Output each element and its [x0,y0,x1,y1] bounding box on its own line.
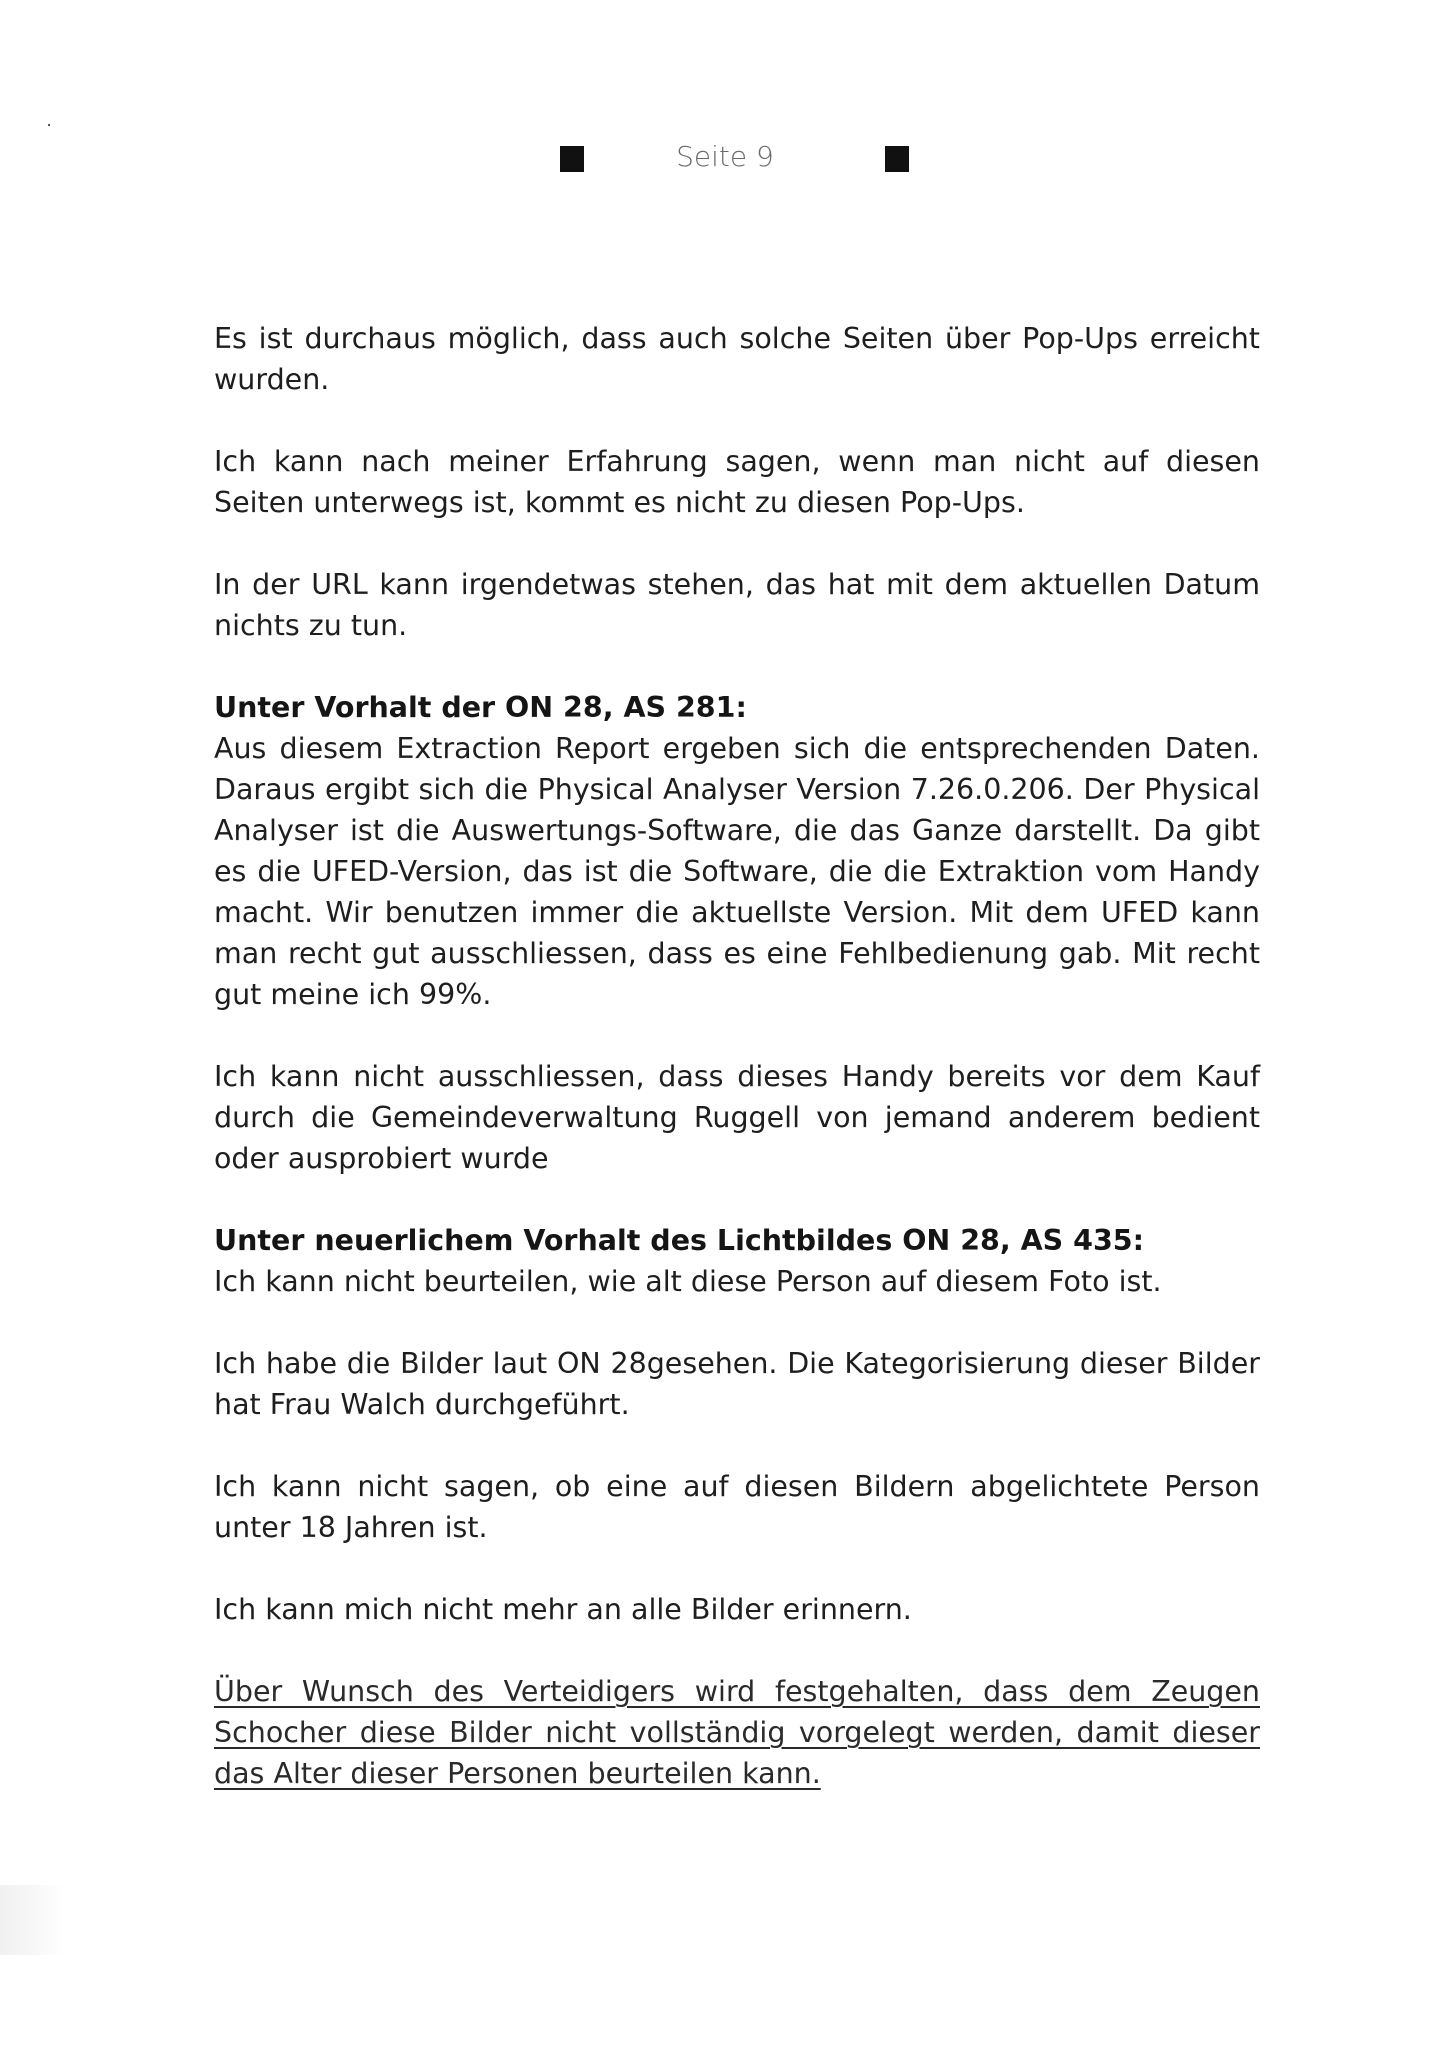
scan-artifact-dot [48,124,50,126]
section-heading: Unter Vorhalt der ON 28, AS 281: [214,691,747,724]
paragraph-text: Ich habe die Bilder laut ON 28gesehen. Die Kategorisierung dieser Bilder hat Frau Walch durchgeführt. [214,1347,1260,1421]
paragraph-extraction-report [214,687,1260,1015]
paragraph-text: Ich kann nicht ausschliessen, dass dieses Handy bereits vor dem Kauf durch die Gemeindeverwaltung Ruggell von jemand anderem bedient oder ausprobiert wurde [214,1060,1260,1175]
paragraph-text: Ich kann nicht beurteilen, wie alt diese Person auf diesem Foto ist. [214,1265,1162,1298]
paragraph-age [214,1466,1260,1548]
redaction-mark-left [560,146,584,172]
paragraph-text: Ich kann nicht sagen, ob eine auf diesen Bildern abgelichtete Person unter 18 Jahren ist. [214,1470,1260,1544]
paragraph-text: Aus diesem Extraction Report ergeben sich die entsprechenden Daten. Daraus ergibt sich die Physical Analyser Version 7.26.0.206. Der Physical Analyser ist die Auswertungs-Software, die das Ganze darstellt. Da gibt es die UFED-Version, das ist die Software, die die Extraktion vom Handy macht. Wir benutzen immer die aktuellste Version. Mit dem UFED kann man recht gut ausschliessen, dass es eine Fehlbedienung gab. Mit recht gut meine ich 99%. [214,732,1260,1011]
scan-artifact-smudge [0,1885,66,1955]
paragraph-memory [214,1589,1260,1630]
document-body [214,318,1260,1835]
paragraph-experience [214,441,1260,523]
paragraph-url [214,564,1260,646]
redaction-mark-right [885,146,909,172]
paragraph-popups [214,318,1260,400]
paragraph-handy-purchase [214,1056,1260,1179]
underlined-statement: Über Wunsch des Verteidigers wird festgehalten, dass dem Zeugen Schocher diese Bilder nicht vollständig vorgelegt werden, damit dieser das Alter dieser Personen beurteilen kann. [214,1675,1260,1790]
page-header [0,140,1449,192]
paragraph-lichtbild [214,1220,1260,1302]
section-heading: Unter neuerlichem Vorhalt des Lichtbildes ON 28, AS 435: [214,1224,1145,1257]
paragraph-text: Ich kann nach meiner Erfahrung sagen, wenn man nicht auf diesen Seiten unterwegs ist, kommt es nicht zu diesen Pop-Ups. [214,445,1260,519]
page-number: Seite 9 [676,140,774,173]
paragraph-text: Ich kann mich nicht mehr an alle Bilder erinnern. [214,1593,912,1626]
paragraph-text: Es ist durchaus möglich, dass auch solche Seiten über Pop-Ups erreicht wurden. [214,322,1260,396]
paragraph-categorisation [214,1343,1260,1425]
paragraph-defense-request [214,1671,1260,1794]
paragraph-text: In der URL kann irgendetwas stehen, das hat mit dem aktuellen Datum nichts zu tun. [214,568,1260,642]
